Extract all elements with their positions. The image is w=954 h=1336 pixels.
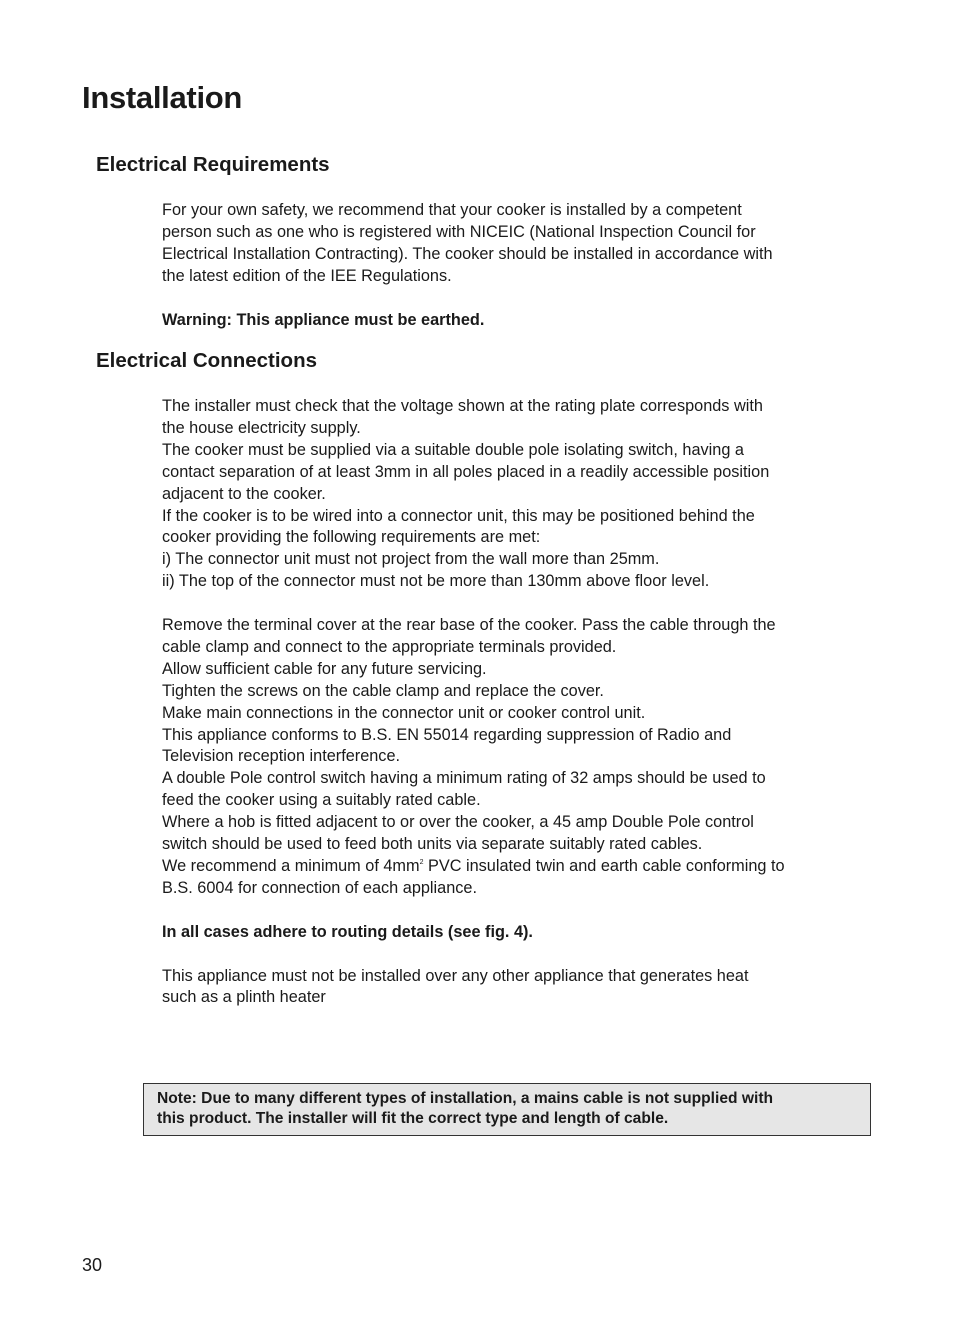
text-line: person such as one who is registered with NICEIC (National Inspection Council for (162, 222, 756, 241)
text-line: i) The connector unit must not project from the wall more than 25mm. (162, 550, 660, 569)
text-line: such as a plinth heater (162, 988, 326, 1007)
text-line: Where a hob is fitted adjacent to or over the cooker, a 45 amp Double Pole control (162, 813, 754, 832)
text-line: Allow sufficient cable for any future servicing. (162, 659, 487, 678)
electrical-requirements-body (162, 200, 862, 331)
cable-text-before: We recommend a minimum of 4mm (162, 857, 420, 876)
squared-superscript: 2 (419, 859, 424, 867)
text-line: This appliance must not be installed over any other appliance that generates heat (162, 966, 749, 985)
text-line: A double Pole control switch having a minimum rating of 32 amps should be used to (162, 769, 766, 788)
text-line: contact separation of at least 3mm in all poles placed in a readily accessible position (162, 462, 770, 481)
text-line: Make main connections in the connector unit or cooker control unit. (162, 703, 646, 722)
note-line: Note: Due to many different types of installation, a mains cable is not supplied with (157, 1090, 774, 1107)
earthing-warning: Warning: This appliance must be earthed. (162, 310, 485, 329)
text-line: ii) The top of the connector must not be more than 130mm above floor level. (162, 572, 710, 591)
section-heading-electrical-connections: Electrical Connections (96, 349, 318, 372)
text-line: This appliance conforms to B.S. EN 55014 regarding suppression of Radio and (162, 725, 732, 744)
text-line: switch should be used to feed both units via separate suitably rated cables. (162, 835, 703, 854)
text-line: Remove the terminal cover at the rear base of the cooker. Pass the cable through the (162, 616, 776, 635)
electrical-connections-body (162, 396, 862, 1009)
text-line: The cooker must be supplied via a suitable double pole isolating switch, having a (162, 440, 744, 459)
text-line: For your own safety, we recommend that your cooker is installed by a competent (162, 201, 742, 219)
text-line: The installer must check that the voltage shown at the rating plate corresponds with (162, 397, 763, 415)
page-title: Installation (82, 80, 243, 115)
section-heading-electrical-requirements: Electrical Requirements (96, 153, 330, 176)
cable-text-after: PVC insulated twin and earth cable conforming to (423, 857, 785, 876)
page-number: 30 (82, 1255, 103, 1275)
text-line: Television reception interference. (162, 747, 401, 766)
text-line: the house electricity supply. (162, 418, 361, 437)
text-line: B.S. 6004 for connection of each appliance. (162, 878, 477, 897)
routing-note: In all cases adhere to routing details (see fig. 4). (162, 922, 533, 941)
text-line: the latest edition of the IEE Regulations. (162, 266, 452, 285)
text-line: cable clamp and connect to the appropriate terminals provided. (162, 637, 617, 656)
text-line: feed the cooker using a suitably rated cable. (162, 791, 481, 810)
text-line: Tighten the screws on the cable clamp and replace the cover. (162, 681, 604, 700)
text-line: adjacent to the cooker. (162, 484, 326, 503)
mains-cable-note-box (143, 1083, 871, 1136)
text-line: Electrical Installation Contracting). The cooker should be installed in accordance with (162, 244, 773, 263)
note-line: this product. The installer will fit the correct type and length of cable. (157, 1109, 669, 1127)
cable-recommendation-line (162, 856, 862, 878)
text-line: If the cooker is to be wired into a connector unit, this may be positioned behind the (162, 506, 755, 525)
text-line: cooker providing the following requirements are met: (162, 528, 541, 547)
